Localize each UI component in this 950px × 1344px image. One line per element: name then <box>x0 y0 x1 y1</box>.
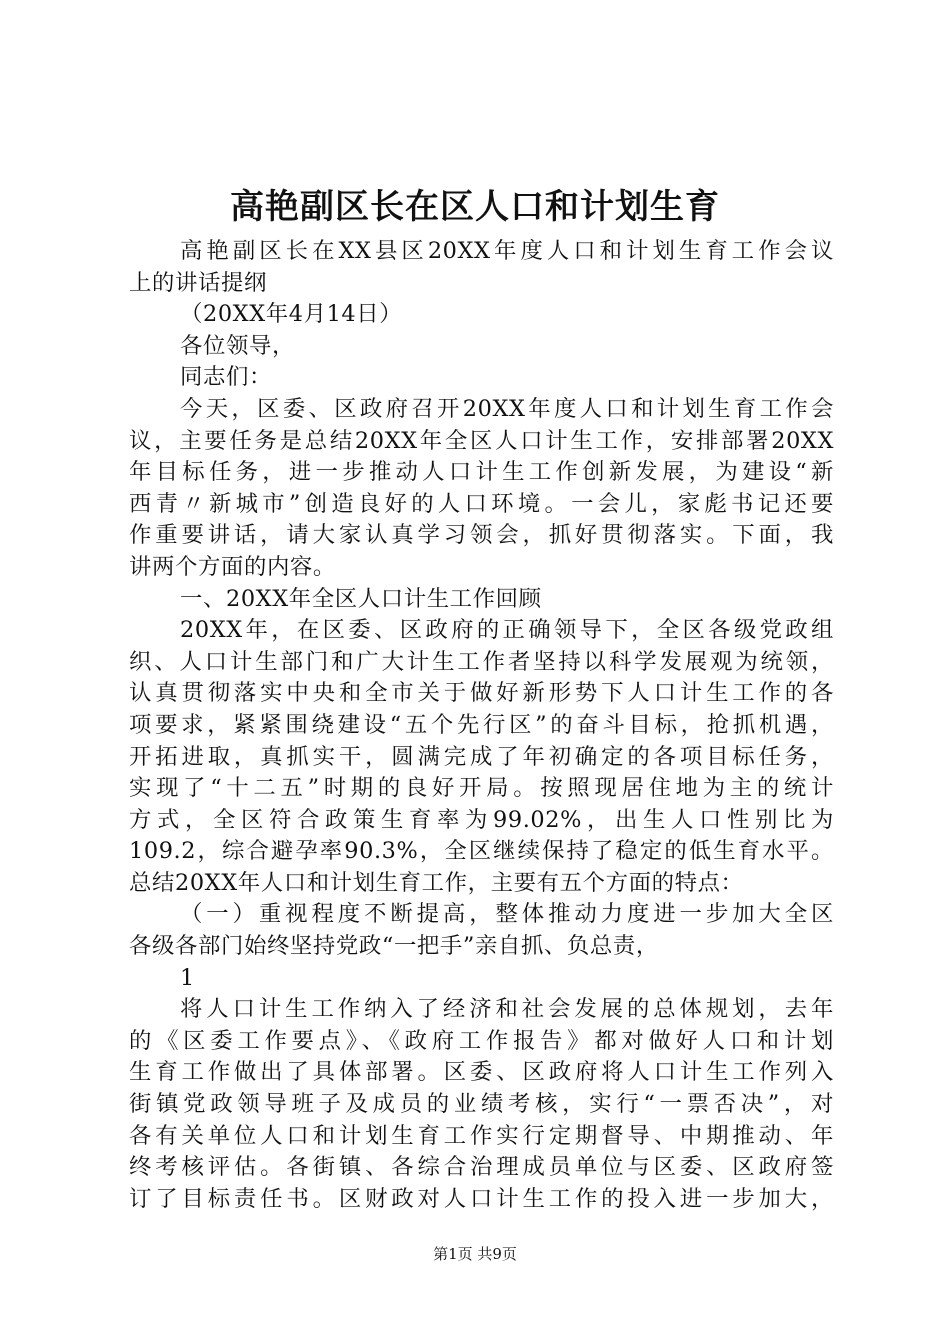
body-line: 上的讲话提纲 <box>129 269 267 296</box>
body-line: 109.2，综合避孕率90.3%，全区继续保持了稳定的低生育水平。 <box>129 838 834 865</box>
body-line: 项要求，紧紧围绕建设“五个先行区”的奋斗目标，抢抓机遇， <box>129 711 834 738</box>
body-line: 年目标任务，进一步推动人口计生工作创新发展，为建设“新 <box>129 459 834 486</box>
body-line: 实现了“十二五”时期的良好开局。按照现居住地为主的统计 <box>129 775 834 802</box>
document-body <box>129 236 834 1215</box>
body-line: 各有关单位人口和计划生育工作实行定期督导、中期推动、年 <box>129 1122 834 1149</box>
body-line: 20XX年，在区委、区政府的正确领导下，全区各级党政组 <box>180 617 834 644</box>
body-line: 1 <box>180 964 195 991</box>
page-footer: 第1页 共9页 <box>433 1245 517 1263</box>
document-title: 高艳副区长在区人口和计划生育 <box>230 187 720 227</box>
body-line: 认真贯彻落实中央和全市关于做好新形势下人口计生工作的各 <box>129 680 834 707</box>
body-line: （20XX年4月14日） <box>180 301 403 328</box>
body-line: 生育工作做出了具体部署。区委、区政府将人口计生工作列入 <box>129 1059 834 1086</box>
body-line: 议，主要任务是总结20XX年全区人口计生工作，安排部署20XX <box>129 427 834 454</box>
body-line: 的《区委工作要点》、《政府工作报告》都对做好人口和计划 <box>129 1027 834 1054</box>
body-line: 方式，全区符合政策生育率为99.02%，出生人口性别比为 <box>129 806 834 833</box>
body-line: 今天，区委、区政府召开20XX年度人口和计划生育工作会 <box>180 395 834 422</box>
body-line: （一）重视程度不断提高，整体推动力度进一步加大全区 <box>180 901 834 928</box>
body-line: 织、人口计生部门和广大计生工作者坚持以科学发展观为统领， <box>129 648 834 675</box>
body-line: 讲两个方面的内容。 <box>129 553 336 580</box>
body-line: 西青〃新城市”创造良好的人口环境。一会儿，家彪书记还要 <box>129 490 834 517</box>
body-line: 街镇党政领导班子及成员的业绩考核，实行“一票否决”，对 <box>129 1091 834 1118</box>
body-line: 作重要讲话，请大家认真学习领会，抓好贯彻落实。下面，我 <box>129 522 834 549</box>
body-line: 各级各部门始终坚持党政“一把手”亲自抓、负总责， <box>129 933 659 960</box>
body-line: 将人口计生工作纳入了经济和社会发展的总体规划，去年 <box>180 996 834 1023</box>
body-line: 终考核评估。各街镇、各综合治理成员单位与区委、区政府签 <box>129 1154 834 1181</box>
body-line: 同志们： <box>180 364 272 391</box>
body-line: 开拓进取，真抓实干，圆满完成了年初确定的各项目标任务， <box>129 743 834 770</box>
body-line: 各位领导， <box>180 332 295 359</box>
body-line: 总结20XX年人口和计划生育工作，主要有五个方面的特点： <box>129 869 744 896</box>
body-line: 高艳副区长在XX县区20XX年度人口和计划生育工作会议 <box>180 238 834 264</box>
body-line: 订了目标责任书。区财政对人口计生工作的投入进一步加大， <box>129 1185 834 1212</box>
body-line: 一、20XX年全区人口计生工作回顾 <box>180 585 542 612</box>
